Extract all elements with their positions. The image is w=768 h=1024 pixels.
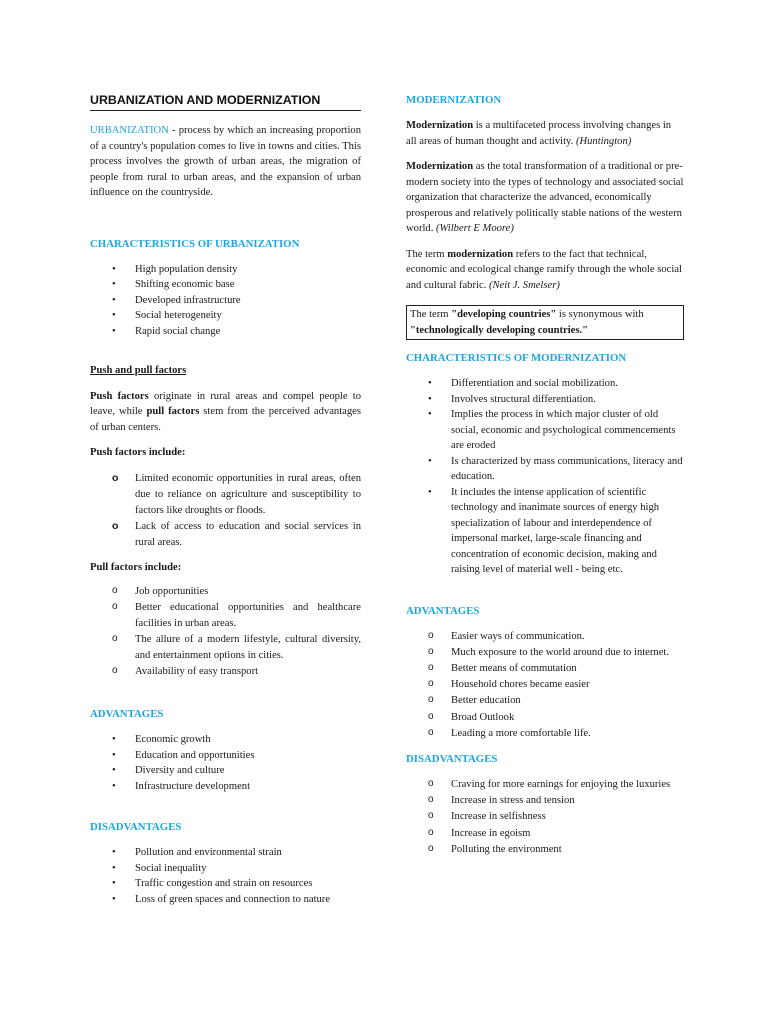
urbanization-disadvantages-list	[90, 845, 361, 907]
developing-countries-term: "developing countries"	[451, 309, 557, 320]
list-item: • Economic growth	[90, 732, 361, 748]
list-item: • Is characterized by mass communications, literacy and education.	[406, 454, 684, 485]
list-item: • Shifting economic base	[90, 277, 361, 293]
list-item: • Education and opportunities	[90, 748, 361, 764]
list-item: • Developed infrastructure	[90, 293, 361, 309]
urbanization-definition	[90, 123, 361, 201]
left-column	[90, 92, 361, 907]
list-item: o Leading a more comfortable life.	[406, 726, 684, 742]
list-item: • Social inequality	[90, 861, 361, 877]
list-item: o Increase in selfishness	[406, 809, 684, 825]
list-item: o Broad Outlook	[406, 710, 684, 726]
modernization-definition-3	[406, 247, 684, 294]
modernization-advantages-list	[406, 629, 684, 742]
list-item: o Lack of access to education and social services in rural areas.	[90, 519, 361, 551]
list-item: o Better educational opportunities and healthcare facilities in urban areas.	[90, 600, 361, 632]
moore-citation: (Wilbert E Moore)	[436, 223, 514, 234]
smelser-citation: (Neit J. Smelser)	[488, 279, 560, 291]
modernization-definition-2	[406, 159, 684, 237]
pull-factors-list	[90, 584, 361, 680]
push-factors-heading: Push factors include:	[90, 447, 186, 458]
list-item: o Increase in stress and tension	[406, 793, 684, 809]
modernization-term-inline: modernization	[447, 248, 514, 260]
list-item: o Better means of commutation	[406, 661, 684, 677]
list-item: o Better education	[406, 693, 684, 709]
list-item: • It includes the intense application of scientific technology and inanimate sources of energy high specialization of labour and interdependence of impersonal market, large-scale financing and concentration of economic decision, making and raising level of material well - being etc.	[406, 485, 684, 578]
push-factors-term: Push factors	[90, 390, 149, 402]
urbanization-term: URBANIZATION	[90, 125, 169, 136]
box-mid: is synonymous with	[556, 309, 644, 320]
list-item: o The allure of a modern lifestyle, cultural diversity, and entertainment options in cities.	[90, 632, 361, 664]
list-item: • Implies the process in which major cluster of old social, economic and psychological commencements are eroded	[406, 407, 684, 454]
definition-2-text: as the total transformation of a traditional or pre-modern society into the types of technology and associated social organization that characterize the advanced, economically prosperous and relatively politically stable nations of the western world.	[406, 161, 684, 234]
developing-countries-box	[406, 305, 684, 340]
modernization-definition-1	[406, 118, 684, 149]
list-item: • Infrastructure development	[90, 779, 361, 795]
modernization-advantages-heading: ADVANTAGES	[406, 604, 480, 617]
list-item: • Loss of green spaces and connection to nature	[90, 892, 361, 908]
box-pre: The term	[410, 309, 452, 320]
list-item: • Diversity and culture	[90, 763, 361, 779]
push-pull-text-1: originate in rural areas and compel people to leave, while	[90, 390, 361, 417]
modernization-characteristics-heading: CHARACTERISTICS OF MODERNIZATION	[406, 352, 627, 364]
definition-1-text: is a multifaceted process involving changes in all areas of human thought and activity.	[406, 120, 672, 147]
huntington-citation: (Huntington)	[575, 135, 632, 147]
urbanization-disadvantages-heading: DISADVANTAGES	[90, 821, 182, 833]
list-item: o Much exposure to the world around due to internet.	[406, 645, 684, 661]
push-pull-paragraph	[90, 389, 361, 436]
pull-factors-heading: Pull factors include:	[90, 561, 182, 573]
list-item: o Polluting the environment	[406, 842, 684, 858]
list-item: • Pollution and environmental strain	[90, 845, 361, 861]
list-item: o Limited economic opportunities in rural areas, often due to reliance on agriculture and susceptibility to factors like droughts or floods.	[90, 471, 361, 519]
push-pull-heading: Push and pull factors	[90, 365, 187, 376]
urbanization-characteristics-list	[90, 262, 361, 340]
modernization-heading: MODERNIZATION	[406, 94, 502, 106]
definition-3-text: refers to the fact that technical, economic and ecological change ramify through the whole social and cultural fabric.	[406, 248, 682, 291]
pull-factors-term: pull factors	[146, 406, 200, 417]
list-item: o Easier ways of communication.	[406, 629, 684, 645]
list-item: • Social heterogeneity	[90, 308, 361, 324]
right-column	[406, 92, 684, 858]
list-item: o Household chores became easier	[406, 677, 684, 693]
urbanization-advantages-list	[90, 732, 361, 794]
modernization-term: Modernization	[406, 161, 474, 172]
modernization-disadvantages-list	[406, 777, 684, 858]
urbanization-advantages-heading: ADVANTAGES	[90, 708, 164, 720]
list-item: • High population density	[90, 262, 361, 278]
modernization-disadvantages-heading: DISADVANTAGES	[406, 752, 498, 765]
list-item: • Differentiation and social mobilization.	[406, 376, 684, 392]
definition-3-pre: The term	[406, 248, 448, 260]
list-item: o Increase in egoism	[406, 826, 684, 842]
push-factors-list	[90, 471, 361, 551]
urbanization-characteristics-heading: CHARACTERISTICS OF URBANIZATION	[90, 237, 300, 250]
modernization-characteristics-list	[406, 376, 684, 578]
modernization-term: Modernization	[406, 120, 474, 131]
list-item: o Job opportunities	[90, 584, 361, 600]
list-item: • Traffic congestion and strain on resources	[90, 876, 361, 892]
technologically-developing-term: "technologically developing countries."	[410, 324, 589, 336]
urbanization-definition-text: - process by which an increasing proportion of a country's population comes to live in towns and cities. This process involves the growth of urban areas, the migration of people from rural to urban areas, and the expansion of urban influence on the countryside.	[90, 125, 361, 198]
list-item: o Craving for more earnings for enjoying the luxuries	[406, 777, 684, 793]
document-title: URBANIZATION AND MODERNIZATION	[90, 92, 361, 111]
list-item: • Rapid social change	[90, 324, 361, 340]
list-item: o Availability of easy transport	[90, 664, 361, 680]
list-item: • Involves structural differentiation.	[406, 392, 684, 408]
push-pull-text-2: stem from the perceived advantages of urban centers.	[90, 406, 361, 433]
